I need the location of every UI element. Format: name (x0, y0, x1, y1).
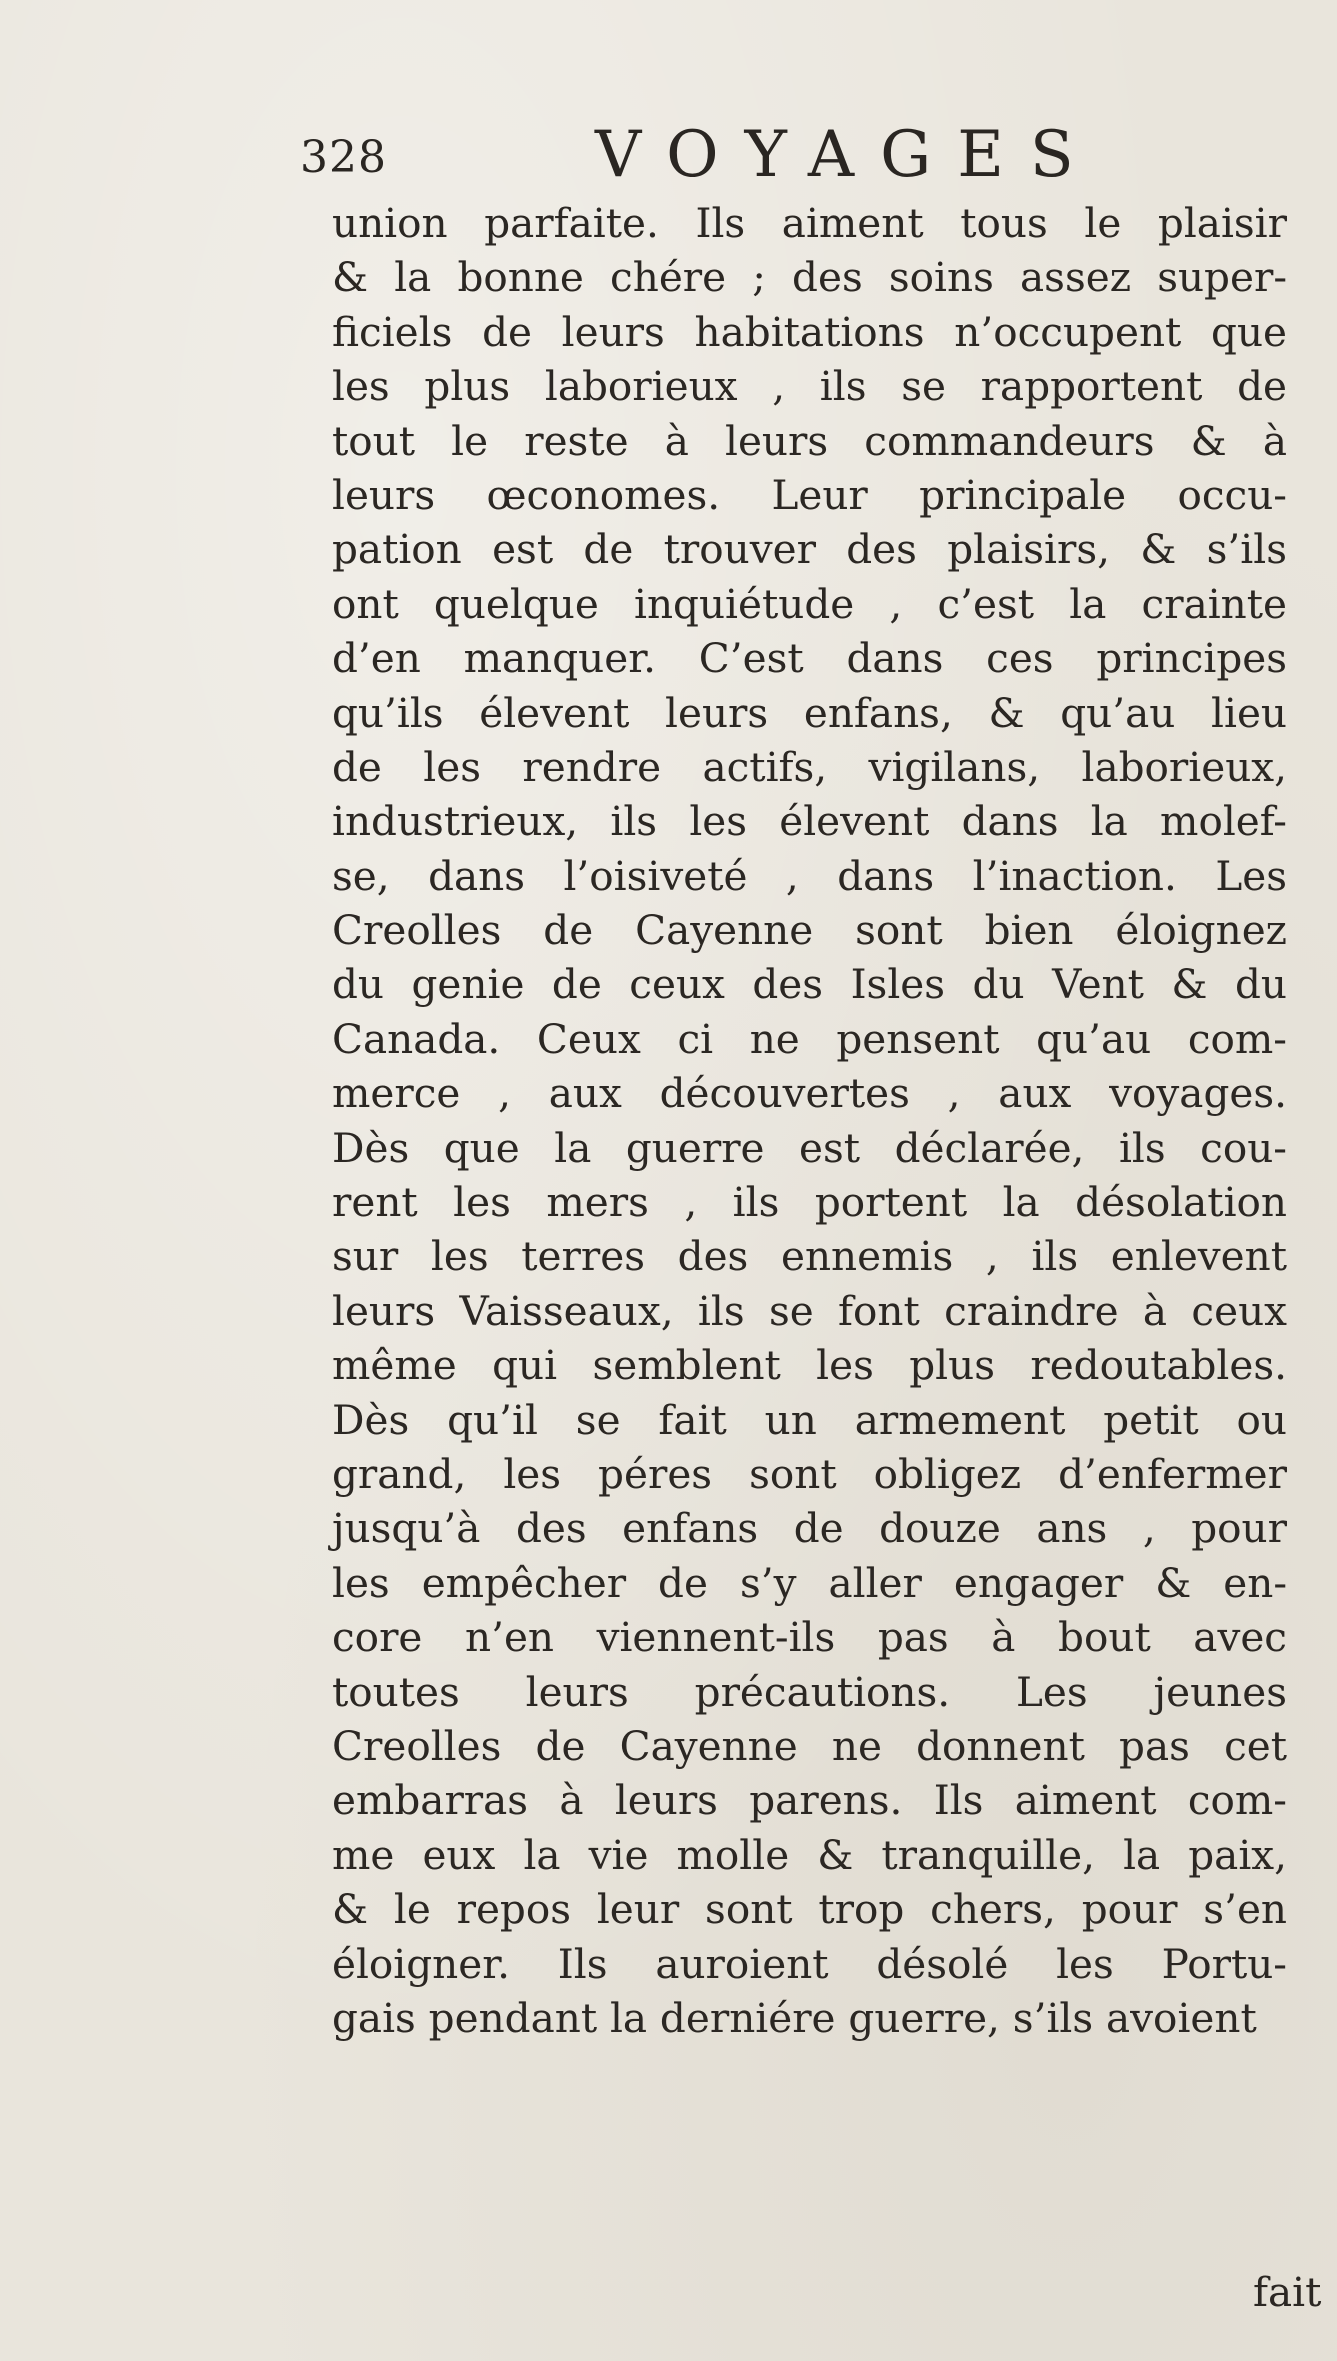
text-line: & la bonne chére ; des soins assez super- (332, 253, 1287, 302)
text-line: pation est de trouver des plaisirs, & s’ils (332, 525, 1287, 574)
text-line: leurs œconomes. Leur principale occu- (332, 470, 1287, 519)
body-text (332, 196, 1287, 2045)
text-line: ont quelque inquiétude , c’est la crainte (332, 579, 1287, 628)
running-head (300, 118, 1300, 192)
text-line: Creolles de Cayenne sont bien éloignez (332, 906, 1287, 955)
text-line: d’en manquer. C’est dans ces principes (332, 634, 1287, 683)
text-line: rent les mers , ils portent la désolation (332, 1178, 1287, 1227)
text-line: union parfaite. Ils aiment tous le plaisir (332, 199, 1287, 247)
text-line: gais pendant la derniére guerre, s’ils avoient (332, 1993, 1257, 2042)
text-line: du genie de ceux des Isles du Vent & du (332, 960, 1287, 1009)
text-line: me eux la vie molle & tranquille, la paix, (332, 1830, 1287, 1879)
catchword: fait (1253, 2268, 1322, 2316)
text-line: embarras à leurs parens. Ils aiment com- (332, 1776, 1287, 1825)
text-line: toutes leurs précautions. Les jeunes (332, 1667, 1287, 1716)
text-line: Canada. Ceux ci ne pensent qu’au com- (332, 1014, 1287, 1063)
text-line: tout le reste à leurs commandeurs & à (332, 416, 1287, 465)
text-line: leurs Vaisseaux, ils se font craindre à ceux (332, 1286, 1287, 1335)
text-line: éloigner. Ils auroient désolé les Portu- (332, 1939, 1287, 1988)
text-line: grand, les péres sont obligez d’enfermer (332, 1449, 1287, 1498)
text-line: qu’ils élevent leurs enfans, & qu’au lieu (332, 688, 1287, 737)
running-title: VOYAGES (595, 118, 1100, 192)
text-line: & le repos leur sont trop chers, pour s’en (332, 1885, 1287, 1934)
text-line: Dès qu’il se fait un armement petit ou (332, 1395, 1287, 1444)
text-line: les plus laborieux , ils se rapportent de (332, 362, 1287, 411)
text-line: industrieux, ils les élevent dans la molef- (332, 797, 1287, 846)
text-line: se, dans l’oisiveté , dans l’inaction. Les (332, 851, 1287, 900)
text-line: les empêcher de s’y aller engager & en- (332, 1558, 1287, 1607)
text-line: Creolles de Cayenne ne donnent pas cet (332, 1721, 1287, 1770)
page-number: 328 (300, 132, 387, 183)
text-line: core n’en viennent-ils pas à bout avec (332, 1613, 1287, 1662)
text-line: même qui semblent les plus redoutables. (332, 1341, 1287, 1390)
text-line: sur les terres des ennemis , ils enlevent (332, 1232, 1287, 1281)
text-line: merce , aux découvertes , aux voyages. (332, 1069, 1287, 1118)
text-line: Dès que la guerre est déclarée, ils cou- (332, 1123, 1287, 1172)
text-line: jusqu’à des enfans de douze ans , pour (332, 1504, 1287, 1553)
text-line: de les rendre actifs, vigilans, laborieux, (332, 742, 1287, 791)
text-line: ficiels de leurs habitations n’occupent que (332, 307, 1287, 356)
